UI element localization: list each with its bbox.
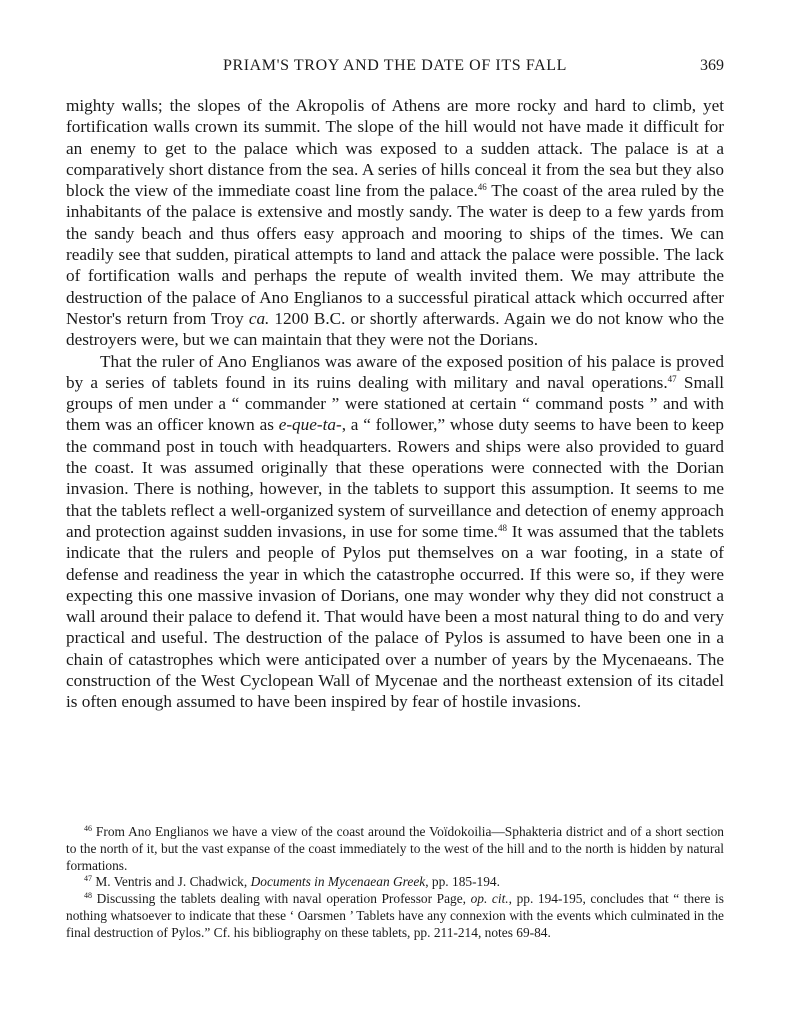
body-text: [66, 95, 724, 713]
book-title: Documents in Mycenaean Greek: [250, 874, 426, 890]
running-head: PRIAM'S TROY AND THE DATE OF ITS FALL: [222, 57, 568, 74]
footnote-47-text-b: , pp. 185-194.: [425, 874, 500, 890]
page-header: [66, 57, 724, 81]
footnotes: [66, 824, 724, 942]
footnote-48-text-a: Discussing the tablets dealing with naval operation Professor Page,: [92, 891, 471, 907]
paragraph-1-text-c: 1200: [269, 308, 314, 328]
linear-b-term: e-que-ta-: [278, 415, 342, 435]
footnote-48: [66, 891, 724, 941]
footnote-number-47: 47: [84, 874, 92, 884]
footnote-ref-47: 47: [667, 373, 677, 384]
page-number: 369: [700, 57, 724, 74]
footnote-46-text: From Ano Englianos we have a view of the coast around the Voïdokoilia—Sphakteria district and of a short section to the north of it, but the vast expanse of the coast immediately to the west of the hill and to the north is hidden by natural formations.: [66, 824, 724, 873]
paragraph-2-text-b: Small groups of men under a “ commander ” were stationed at certain “ command posts ” and with them was an officer known as: [66, 372, 724, 435]
paragraph-2-text-c: , a “ follower,” whose duty seems to have been to keep the command post in touch with headquarters. Rowers and ships were also provided to guard the coast. It was assumed originally that these operations were connected with the Dorian invasion. There is nothing, however, in the tablets to support this assumption. It seems to me that the tablets reflect a well-organized system of surveillance and detection of enemy approach and protection against sudden invasions, in use for some time.: [66, 415, 724, 541]
paragraph-2-text-d: It was assumed that the tablets indicate that the rulers and people of Pylos put themselves on a war footing, in a state of defense and readiness the year in which the catastrophe occurred. If this were so, if they were expecting this one massive invasion of Dorians, one may wonder why they did not construct a wall around their palace to defend it. That would have been a most natural thing to do and very practical and useful. The destruction of the palace of Pylos is assumed to have been one in a chain of catastrophes which were anticipated over a number of years by the Mycenaeans. The construction of the West Cyclopean Wall of Mycenae and the northeast extension of its citadel is often enough assumed to have been inspired by fear of hostile invasions.: [66, 521, 724, 712]
footnote-ref-48: 48: [497, 522, 507, 533]
footnote-46: [66, 824, 724, 874]
footnote-number-48: 48: [84, 891, 92, 901]
footnote-47: [66, 874, 724, 891]
paragraph-1-text-b: The coast of the area ruled by the inhabitants of the palace is extensive and mostly sandy. The water is deep to a few yards from the sandy beach and thus offers easy approach and mooring to ships of the times. We can readily see that sudden, piratical attempts to land and attack the palace were possible. The lack of fortification walls and perhaps the repute of wealth invited them. We may attribute the destruction of the palace of Ano Englianos to a successful piratical attack which occurred after Nestor's return from Troy: [66, 181, 724, 328]
footnote-ref-46: 46: [477, 182, 487, 193]
op-cit-abbrev: op. cit.: [470, 891, 509, 907]
paragraph-2: [66, 351, 724, 713]
paragraph-1-text-a: mighty walls; the slopes of the Akropolis of Athens are more rocky and hard to climb, yet fortification walls crown its summit. The slope of the hill would not have made it difficult for an enemy to get to the palace which was exposed to a sudden attack. The palace is at a comparatively short distance from the sea. A series of hills conceal it from the sea but they also block the view of the immediate coast line from the palace.: [66, 96, 724, 201]
bc-abbrev: B.C.: [313, 308, 346, 328]
footnote-48-text-b: , pp. 194-195, concludes that “ there is nothing whatsoever to indicate that these ‘ Oarsmen ’ Tablets have any connexion with the events which culminated in the final destruction of Pylos.” Cf. his bibliography on these tablets, pp. 211-214, notes 69-84.: [66, 891, 724, 940]
paragraph-1-text-d: or shortly afterwards. Again we do not know who the destroyers were, but we can maintain that they were not the Dorians.: [66, 308, 725, 350]
paragraph-1: [66, 95, 724, 351]
footnote-number-46: 46: [84, 824, 92, 833]
footnote-47-text-a: M. Ventris and J. Chadwick,: [92, 874, 251, 890]
circa-abbrev: ca.: [248, 308, 270, 328]
paragraph-2-text-a: That the ruler of Ano Englianos was aware of the exposed position of his palace is proved by a series of tablets found in its ruins dealing with military and naval operations.: [66, 351, 724, 392]
